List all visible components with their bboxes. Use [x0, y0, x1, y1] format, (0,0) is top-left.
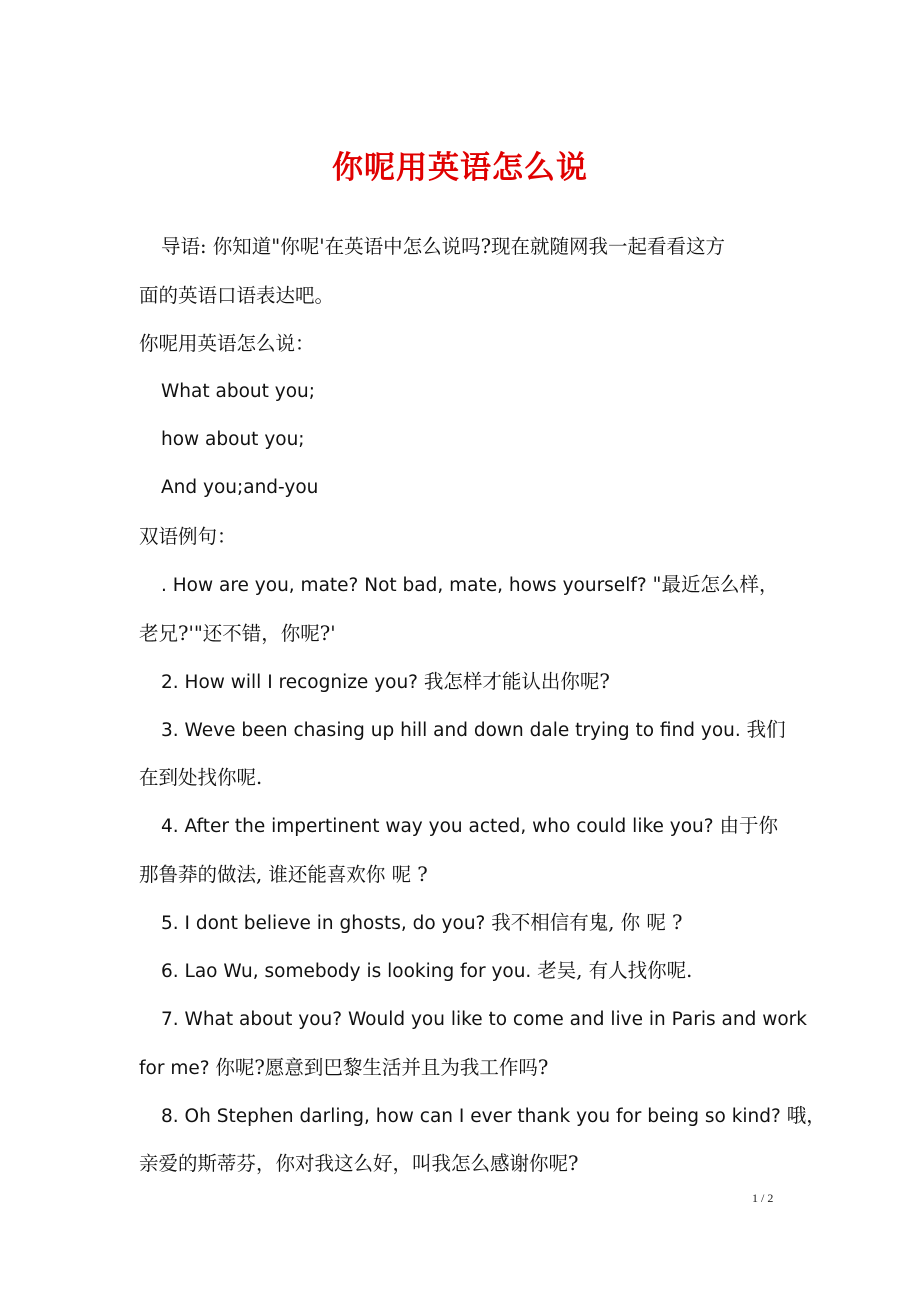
example-3-continuation: 在到处找你呢.: [139, 766, 263, 789]
example-1-en: . How are you, mate? Not bad, mate, hows yourself?: [161, 575, 653, 596]
example-4-zh: 由于你: [719, 814, 778, 837]
example-7-continuation-en: for me?: [139, 1058, 216, 1079]
phrase-2: how about you;: [161, 429, 305, 450]
example-8-en: 8. Oh Stephen darling, how can I ever thank you for being so kind?: [161, 1106, 787, 1127]
example-5: [161, 910, 683, 937]
example-7: [161, 1006, 807, 1033]
example-2: [161, 669, 610, 696]
phrase-1: What about you;: [161, 381, 315, 402]
document-title: 你呢用英语怎么说: [332, 150, 588, 186]
example-3-en: 3. Weve been chasing up hill and down dale trying to find you.: [161, 720, 747, 741]
example-7-en: 7. What about you? Would you like to come and live in Paris and work: [161, 1009, 807, 1030]
example-7-continuation: [139, 1055, 548, 1082]
example-1-zh: "最近怎么样，: [652, 573, 779, 596]
example-3-zh: 我们: [746, 718, 786, 741]
heading-how-to-say: 你呢用英语怎么说：: [139, 332, 315, 355]
phrase-3: And you;and-you: [161, 477, 319, 498]
example-8-zh: 哦，: [786, 1104, 826, 1127]
intro-line-1: 导语: 你知道"你呢'在英语中怎么说吗?现在就随网我一起看看这方: [161, 235, 726, 258]
example-2-en: 2. How will I recognize you?: [161, 672, 424, 693]
intro-line-2: 面的英语口语表达吧。: [139, 284, 335, 307]
example-1-continuation: 老兄?'"还不错，你呢?': [139, 622, 336, 645]
example-6: [161, 958, 692, 985]
example-5-en: 5. I dont believe in ghosts, do you?: [161, 913, 492, 934]
example-7-continuation-zh: 你呢?愿意到巴黎生活并且为我工作吗?: [215, 1056, 549, 1079]
example-8-continuation: 亲爱的斯蒂芬，你对我这么好，叫我怎么感谢你呢?: [139, 1152, 579, 1175]
example-6-en: 6. Lao Wu, somebody is looking for you.: [161, 961, 538, 982]
page-number: 1 / 2: [752, 1191, 774, 1205]
example-4-continuation: 那鲁莽的做法, 谁还能喜欢你 呢 ?: [139, 863, 428, 886]
example-2-zh: 我怎样才能认出你呢?: [423, 670, 610, 693]
example-4-en: 4. After the impertinent way you acted, who could like you?: [161, 816, 720, 837]
example-3: [161, 717, 786, 744]
example-1: [161, 572, 779, 599]
example-8: [161, 1103, 826, 1130]
example-5-zh: 我不相信有鬼, 你 呢 ?: [491, 911, 683, 934]
example-4: [161, 813, 778, 840]
example-6-zh: 老吴, 有人找你呢.: [537, 959, 693, 982]
heading-examples: 双语例句：: [139, 525, 237, 548]
